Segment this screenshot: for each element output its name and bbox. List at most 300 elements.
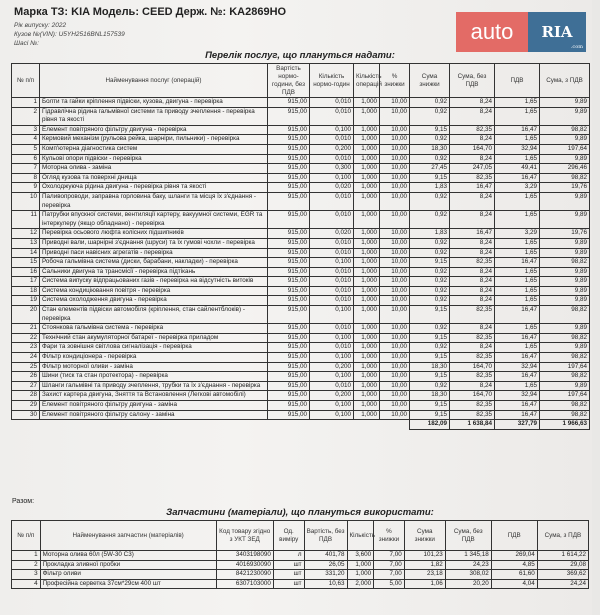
cell: 98,82 (540, 401, 590, 411)
cell: 1,000 (354, 410, 380, 420)
cell: 10,00 (380, 173, 410, 183)
services-table (11, 63, 590, 430)
cell: 6307103000 (216, 579, 273, 589)
cell: 915,00 (268, 248, 310, 258)
cell: 10,00 (380, 362, 410, 372)
cell: 1,000 (354, 306, 380, 324)
cell: 18 (12, 286, 40, 296)
cell: 10,00 (380, 286, 410, 296)
cell: 915,00 (268, 125, 310, 135)
cell: 0,100 (310, 401, 354, 411)
column-header: % знижки (374, 521, 405, 551)
item-name: Комп'ютерна діагностика систем (40, 144, 268, 154)
cell: 10,00 (380, 125, 410, 135)
cell: 82,35 (450, 125, 495, 135)
cell: 0,92 (410, 343, 450, 353)
cell: 915,00 (268, 135, 310, 145)
cell: 8,24 (450, 381, 495, 391)
cell: 915,00 (268, 229, 310, 239)
cell: 24 (12, 353, 40, 363)
cell: 331,20 (304, 570, 347, 580)
logo-com: .com (570, 44, 583, 50)
cell: 18,30 (410, 391, 450, 401)
cell: 4,85 (491, 560, 537, 570)
cell: 10,00 (380, 258, 410, 268)
cell: 19,76 (540, 229, 590, 239)
cell: 1,65 (495, 343, 540, 353)
cell: 164,70 (450, 362, 495, 372)
cell: 0,92 (410, 154, 450, 164)
cell: 82,35 (450, 173, 495, 183)
cell: 9,89 (540, 343, 590, 353)
cell: 1,000 (354, 125, 380, 135)
cell: 8,24 (450, 286, 495, 296)
cell: 9,15 (410, 372, 450, 382)
cell: 29,08 (537, 560, 588, 570)
table-row (12, 277, 590, 287)
cell: 9,89 (540, 211, 590, 229)
cell: л (273, 551, 304, 561)
item-name: Охолоджуюча рідина двигуна - перевірка рівня та якості (40, 183, 268, 193)
cell: 308,02 (445, 570, 491, 580)
table-row (12, 98, 590, 108)
cell: 915,00 (268, 401, 310, 411)
item-name: Моторна олива 60л (5W-30 C3) (40, 551, 216, 561)
cell: 98,82 (540, 306, 590, 324)
cell: 8 (12, 173, 40, 183)
item-name: Фільтр оливи (40, 570, 216, 580)
item-name: Робоча гальмівна система (диски, барабани, накладки) - перевірка (40, 258, 268, 268)
cell: 0,92 (410, 238, 450, 248)
item-name: Елемент повітряного фільтру двигуна - заміна (40, 401, 268, 411)
cell: 9,15 (410, 258, 450, 268)
vin: Кузов №(VIN): U5YH2516BNL157539 (14, 31, 125, 38)
cell: 915,00 (268, 98, 310, 108)
item-name: Шини (тиск та стан протектора) - перевірка (40, 372, 268, 382)
cell: 14 (12, 248, 40, 258)
totals-row (12, 420, 590, 430)
cell: 9,89 (540, 248, 590, 258)
column-header: Од. виміру (273, 521, 304, 551)
item-name: Огляд кузова та поверхні днища (40, 173, 268, 183)
cell: 8421230090 (216, 570, 273, 580)
cell: 8,24 (450, 211, 495, 229)
cell: 1,000 (354, 353, 380, 363)
cell: 3,600 (347, 551, 374, 561)
cell: 164,70 (450, 144, 495, 154)
cell: 1,000 (354, 248, 380, 258)
cell: 10,00 (380, 192, 410, 210)
cell: 1 614,22 (537, 551, 588, 561)
cell: 915,00 (268, 306, 310, 324)
cell: 9,89 (540, 135, 590, 145)
cell: 9,89 (540, 98, 590, 108)
cell: 16,47 (495, 173, 540, 183)
total-discount: 182,09 (410, 420, 450, 430)
cell: 1,000 (354, 267, 380, 277)
cell: 1,65 (495, 98, 540, 108)
item-name: Кульові опори підвіски - перевірка (40, 154, 268, 164)
cell: 0,100 (310, 173, 354, 183)
cell: 11 (12, 211, 40, 229)
cell: 16,47 (495, 401, 540, 411)
cell: 10,63 (304, 579, 347, 589)
cell: 13 (12, 238, 40, 248)
cell: 9,89 (540, 267, 590, 277)
column-header: Вартість, без ПДВ (304, 521, 347, 551)
year: Рік випуску: 2022 (14, 22, 67, 29)
cell: 16,47 (495, 353, 540, 363)
cell: 16,47 (495, 258, 540, 268)
table-row (12, 135, 590, 145)
cell: 10,00 (380, 343, 410, 353)
table-row (12, 258, 590, 268)
item-name: Приводні паси навісних агрегатів - перевірка (40, 248, 268, 258)
cell: 915,00 (268, 343, 310, 353)
item-name: Елемент повітряного фільтру двигуна - перевірка (40, 125, 268, 135)
item-name: Фільтр моторної оливи - заміна (40, 362, 268, 372)
cell: 0,92 (410, 211, 450, 229)
cell: 82,35 (450, 306, 495, 324)
cell: 4 (12, 579, 41, 589)
cell: 5,00 (374, 579, 405, 589)
cell: 61,60 (491, 570, 537, 580)
cell: 1,000 (354, 401, 380, 411)
column-header: Код товару згідно з УКТ ЗЕД (216, 521, 273, 551)
cell: 10,00 (380, 154, 410, 164)
column-header: Сума, без ПДВ (450, 64, 495, 98)
vehicle-info: Марка ТЗ: KIA Модель: CEED Держ. №: KA2869HO (14, 6, 287, 18)
cell: 9,15 (410, 401, 450, 411)
total-vat: 327,79 (495, 420, 540, 430)
cell: 1,65 (495, 192, 540, 210)
cell: 26,05 (304, 560, 347, 570)
cell: 3 (12, 570, 41, 580)
cell: 10,00 (380, 238, 410, 248)
cell: 1,65 (495, 277, 540, 287)
table-row (12, 211, 590, 229)
cell: 10,00 (380, 211, 410, 229)
cell: 197,64 (540, 144, 590, 154)
table-row (12, 306, 590, 324)
column-header: № п/п (12, 64, 40, 98)
cell: 24,24 (537, 579, 588, 589)
cell: 101,23 (404, 551, 445, 561)
cell: 915,00 (268, 192, 310, 210)
cell: 12 (12, 229, 40, 239)
cell: 915,00 (268, 324, 310, 334)
cell: 1,65 (495, 154, 540, 164)
cell: 82,35 (450, 372, 495, 382)
item-name: Система охолодження двигуна - перевірка (40, 296, 268, 306)
cell: 16,47 (495, 410, 540, 420)
cell: 10,00 (380, 391, 410, 401)
column-header: ПДВ (495, 64, 540, 98)
cell: 22 (12, 333, 40, 343)
cell: 197,64 (540, 391, 590, 401)
cell: 10,00 (380, 372, 410, 382)
cell: 0,92 (410, 135, 450, 145)
cell: 0,100 (310, 125, 354, 135)
cell: 915,00 (268, 211, 310, 229)
logo-ria-text: RIA (541, 23, 573, 41)
table-row (12, 343, 590, 353)
cell: 16,47 (450, 229, 495, 239)
cell: 1,000 (354, 343, 380, 353)
cell: 49,41 (495, 164, 540, 174)
cell: 1,000 (354, 286, 380, 296)
cell: 1,83 (410, 183, 450, 193)
cell: 8,24 (450, 135, 495, 145)
total-total: 1 966,63 (540, 420, 590, 430)
column-header: Сума, з ПДВ (537, 521, 588, 551)
column-header: Сума, з ПДВ (540, 64, 590, 98)
cell: 16,47 (450, 183, 495, 193)
cell: 0,92 (410, 267, 450, 277)
table-row (12, 381, 590, 391)
column-header: Найменування запчастин (матеріалів) (40, 521, 216, 551)
cell: шт (273, 570, 304, 580)
table-row (12, 551, 589, 561)
cell: 10,00 (380, 410, 410, 420)
cell: 10,00 (380, 107, 410, 125)
cell: 10,00 (380, 306, 410, 324)
table-row (12, 173, 590, 183)
total-label: Разом: (12, 498, 35, 505)
cell: 26 (12, 372, 40, 382)
cell: 9,15 (410, 306, 450, 324)
column-header: № п/п (12, 521, 41, 551)
cell: 15 (12, 258, 40, 268)
cell: 8,24 (450, 192, 495, 210)
cell: 25 (12, 362, 40, 372)
cell: 9,89 (540, 277, 590, 287)
cell: шт (273, 560, 304, 570)
cell: 1,000 (354, 192, 380, 210)
cell: 23,18 (404, 570, 445, 580)
column-header: Вартість нормо-години, без ПДВ (268, 64, 310, 98)
cell: 18,30 (410, 362, 450, 372)
table-row (12, 333, 590, 343)
cell: 1,06 (404, 579, 445, 589)
table-row (12, 579, 589, 589)
cell: 0,010 (310, 107, 354, 125)
table-row (12, 267, 590, 277)
cell: 0,010 (310, 324, 354, 334)
cell: 9,89 (540, 238, 590, 248)
cell: 0,92 (410, 381, 450, 391)
cell: 915,00 (268, 277, 310, 287)
cell: 20,20 (445, 579, 491, 589)
cell: 1,000 (354, 183, 380, 193)
cell: 3403198090 (216, 551, 273, 561)
cell: 247,05 (450, 164, 495, 174)
table-row (12, 248, 590, 258)
cell: 0,020 (310, 183, 354, 193)
item-name: Стоянкова гальмівна система - перевірка (40, 324, 268, 334)
cell: 0,010 (310, 238, 354, 248)
cell: 0,92 (410, 248, 450, 258)
column-header: Кількість нормо-годин (310, 64, 354, 98)
cell: 1,000 (354, 135, 380, 145)
cell: 1,65 (495, 286, 540, 296)
table-row (12, 125, 590, 135)
cell: 1,000 (354, 144, 380, 154)
chassis: Шасі №: (14, 40, 39, 47)
cell: 2,000 (347, 579, 374, 589)
table-row (12, 410, 590, 420)
cell: 1,65 (495, 296, 540, 306)
cell: 29 (12, 401, 40, 411)
cell: 3,29 (495, 183, 540, 193)
cell: 27 (12, 381, 40, 391)
cell: 9,15 (410, 353, 450, 363)
item-name: Захист картера двигуна, Зняття та Встановлення (Легкові автомобілі) (40, 391, 268, 401)
item-name: Кермовий механізм (рульова рейка, шарніри, пильники) - перевірка (40, 135, 268, 145)
logo-ria (528, 12, 586, 52)
cell: 1,000 (354, 333, 380, 343)
cell: 10 (12, 192, 40, 210)
cell: 915,00 (268, 296, 310, 306)
cell: 1,000 (354, 154, 380, 164)
logo-auto: auto (456, 12, 528, 52)
cell: 10,00 (380, 229, 410, 239)
cell: 16,47 (495, 372, 540, 382)
cell: 0,92 (410, 277, 450, 287)
cell: 10,00 (380, 183, 410, 193)
column-header: Кількість (347, 521, 374, 551)
column-header: Сума, без ПДВ (445, 521, 491, 551)
cell: 1,83 (410, 229, 450, 239)
cell: 9,89 (540, 381, 590, 391)
cell: 27,45 (410, 164, 450, 174)
table-row (12, 183, 590, 193)
item-name: Прокладка зливної пробки (40, 560, 216, 570)
cell: 1,000 (354, 258, 380, 268)
item-name: Фільтр кондиціонера - перевірка (40, 353, 268, 363)
cell: 1,82 (404, 560, 445, 570)
cell: 10,00 (380, 267, 410, 277)
item-name: Система кондиціювання повітря - перевірка (40, 286, 268, 296)
cell: 1,000 (354, 211, 380, 229)
cell: 1 (12, 98, 40, 108)
item-name: Шланги гальмівні та приводу зчеплення, трубки та їх з'єднання - перевірка (40, 381, 268, 391)
cell: 1,000 (354, 324, 380, 334)
cell: 0,010 (310, 277, 354, 287)
table-row (12, 286, 590, 296)
cell: 1,000 (354, 173, 380, 183)
cell: 1,000 (354, 362, 380, 372)
table-row (12, 238, 590, 248)
cell: 1,65 (495, 267, 540, 277)
cell: 1,65 (495, 381, 540, 391)
cell: 98,82 (540, 258, 590, 268)
cell: 197,64 (540, 362, 590, 372)
cell: 16 (12, 267, 40, 277)
column-header: Сума знижки (404, 521, 445, 551)
cell: 10,00 (380, 296, 410, 306)
table-row (12, 372, 590, 382)
column-header: Сума знижки (410, 64, 450, 98)
cell: 16,47 (495, 306, 540, 324)
cell: 19,76 (540, 183, 590, 193)
cell: 269,04 (491, 551, 537, 561)
cell: 19 (12, 296, 40, 306)
cell: 0,100 (310, 410, 354, 420)
autoria-logo (456, 12, 594, 52)
table-row (12, 391, 590, 401)
cell: 915,00 (268, 333, 310, 343)
cell: 1,000 (354, 164, 380, 174)
cell: 16,47 (495, 333, 540, 343)
cell: 17 (12, 277, 40, 287)
cell: 915,00 (268, 286, 310, 296)
cell: 915,00 (268, 164, 310, 174)
cell: 9,89 (540, 286, 590, 296)
cell: 30 (12, 410, 40, 420)
cell: 0,010 (310, 192, 354, 210)
cell: 98,82 (540, 353, 590, 363)
cell: 21 (12, 324, 40, 334)
cell: 7,00 (374, 551, 405, 561)
cell: 915,00 (268, 267, 310, 277)
cell: 915,00 (268, 173, 310, 183)
cell: 7 (12, 164, 40, 174)
cell: 1,000 (354, 372, 380, 382)
table-row (12, 324, 590, 334)
table-row (12, 229, 590, 239)
cell: 0,92 (410, 98, 450, 108)
cell: 1,000 (354, 229, 380, 239)
cell: 28 (12, 391, 40, 401)
table-row (12, 164, 590, 174)
cell: 0,200 (310, 362, 354, 372)
item-name: Сальники двигуна та трансмісії - перевірка підтікань (40, 267, 268, 277)
cell: 32,94 (495, 362, 540, 372)
cell: 9,15 (410, 333, 450, 343)
item-name: Гідравлічна рідина гальмівної системи та приводу зчеплення - перевірка рівня та якості (40, 107, 268, 125)
column-header: % знижки (380, 64, 410, 98)
parts-title: Запчастини (матеріали), що плануться використати: (166, 507, 434, 518)
cell: 82,35 (450, 401, 495, 411)
cell: 8,24 (450, 238, 495, 248)
item-name: Стан елементів підвіски автомобіля (кріплення, стан сайлентблоків) - перевірка (40, 306, 268, 324)
item-name: Патрубки впускної системи, вентиляції картеру, вакуумної системи, EGR та інтеркулеру (якщо обладнано) - перевірка (40, 211, 268, 229)
cell: 915,00 (268, 353, 310, 363)
cell: 9,89 (540, 296, 590, 306)
table-row (12, 107, 590, 125)
item-name: Фари та зовнішня світлова сигналізація - перевірка (40, 343, 268, 353)
cell: 369,62 (537, 570, 588, 580)
cell: 3,29 (495, 229, 540, 239)
cell: 10,00 (380, 333, 410, 343)
cell: 8,24 (450, 324, 495, 334)
item-name: Приводні вали, шарнірні з'єднання (шруси) та їх гумові чохли - перевірка (40, 238, 268, 248)
cell: 9 (12, 183, 40, 193)
cell: 5 (12, 144, 40, 154)
cell: 915,00 (268, 107, 310, 125)
cell: 10,00 (380, 277, 410, 287)
cell: 1,65 (495, 135, 540, 145)
cell: 98,82 (540, 410, 590, 420)
parts-table (11, 520, 589, 589)
cell: 0,100 (310, 306, 354, 324)
cell: 10,00 (380, 144, 410, 154)
cell: 8,24 (450, 343, 495, 353)
cell: 1,65 (495, 211, 540, 229)
cell: 7,00 (374, 560, 405, 570)
item-name: Паливопроводи, заправна горловина баку, шланги та місця їх з'єднання - перевірка (40, 192, 268, 210)
